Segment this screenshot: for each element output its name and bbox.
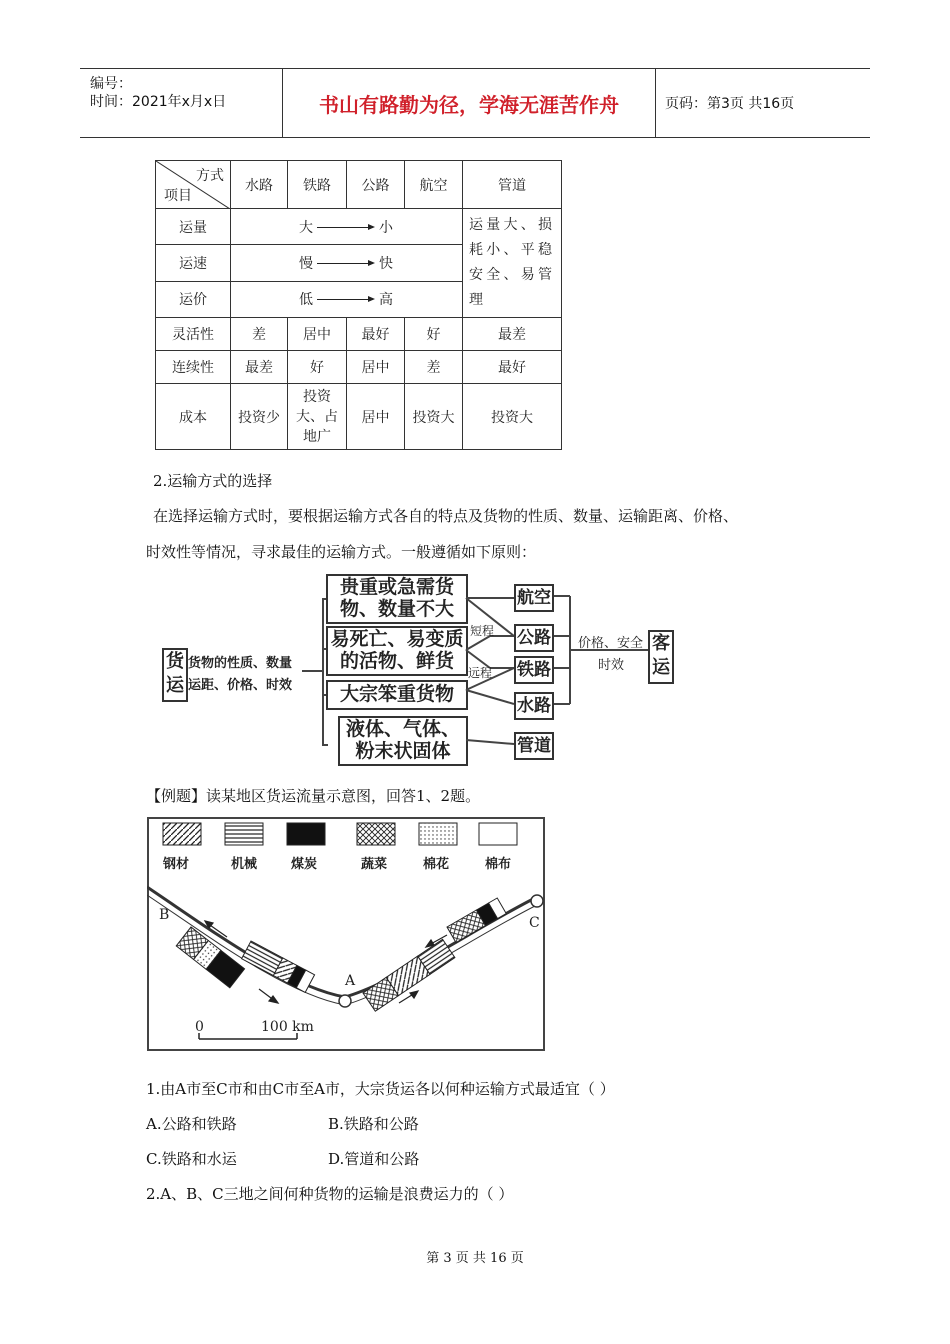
volume-from: 大 — [299, 219, 313, 236]
goods-box-bulk: 大宗笨重货物 — [326, 680, 468, 710]
freight-flow-map — [147, 817, 545, 1051]
goods-perishable-line-1: 易死亡、易变质 — [330, 628, 464, 650]
price-trend-cell — [231, 281, 463, 317]
section-title: 2.运输方式的选择 — [153, 472, 273, 490]
flex-water: 差 — [231, 318, 288, 351]
mode-box-road: 公路 — [514, 624, 554, 652]
column-header-road: 公路 — [347, 161, 405, 209]
flex-road: 最好 — [347, 318, 405, 351]
flex-air: 好 — [405, 318, 463, 351]
page-header — [80, 68, 870, 138]
mode-box-pipeline: 管道 — [514, 732, 554, 760]
volume-arrow — [317, 227, 373, 228]
scale-zero: 0 — [195, 1019, 204, 1035]
cost-road: 居中 — [347, 384, 405, 450]
q1-option-d: D.管道和公路 — [328, 1150, 420, 1168]
speed-to: 快 — [379, 255, 393, 272]
row-label-cost: 成本 — [156, 384, 231, 450]
row-label-price: 运价 — [156, 281, 231, 317]
section-paragraph-line-2: 时效性等情况，寻求最佳的运输方式。一般遵循如下原则： — [146, 543, 537, 561]
city-c-marker — [531, 895, 543, 907]
legend-swatch-cotton — [419, 823, 457, 845]
passenger-box: 客运 — [648, 630, 674, 684]
legend-swatch-vegetables — [357, 823, 395, 845]
flow-b-to-a — [176, 927, 244, 988]
legend-swatch-coal — [287, 823, 325, 845]
cont-water: 最差 — [231, 351, 288, 384]
row-label-flexibility: 灵活性 — [156, 318, 231, 351]
city-b-label: B — [159, 907, 170, 923]
flex-pipeline: 最差 — [463, 318, 562, 351]
header-page-number: 页码：第3页 共16页 — [665, 96, 795, 112]
freight-factors-line-2: 运距、价格、时效 — [188, 678, 293, 693]
short-distance-label: 短程 — [470, 624, 495, 638]
speed-arrow — [317, 263, 373, 264]
q1-option-c: C.铁路和水运 — [146, 1150, 237, 1168]
cont-rail: 好 — [288, 351, 347, 384]
flex-rail: 居中 — [288, 318, 347, 351]
q1-option-a: A.公路和铁路 — [146, 1115, 237, 1133]
volume-to: 小 — [379, 219, 393, 236]
section-paragraph-line-1: 在选择运输方式时，要根据运输方式各自的特点及货物的性质、数量、运输距离、价格、 — [153, 507, 739, 525]
corner-bottom-label: 项目 — [164, 188, 192, 204]
legend-label-machinery: 机械 — [231, 857, 258, 872]
mode-box-water: 水路 — [514, 692, 554, 720]
pipeline-note: 运量大、损耗小、平稳安全、易管理 — [463, 209, 562, 318]
column-header-water: 水路 — [231, 161, 288, 209]
flow-a-to-b — [242, 941, 315, 992]
city-c-label: C — [529, 915, 540, 931]
row-label-continuity: 连续性 — [156, 351, 231, 384]
document-time: 时间：2021年x月x日 — [90, 94, 227, 110]
transport-comparison-table — [155, 160, 562, 450]
legend-swatch-steel — [163, 823, 201, 845]
cont-air: 差 — [405, 351, 463, 384]
legend-label-vegetables: 蔬菜 — [361, 857, 388, 872]
corner-top-label: 方式 — [196, 168, 224, 184]
mode-box-rail: 铁路 — [514, 656, 554, 684]
cost-rail: 投资大、占地广 — [288, 384, 347, 450]
header-motto: 书山有路勤为径，学海无涯苦作舟 — [283, 69, 656, 137]
volume-trend-cell — [231, 209, 463, 245]
column-header-pipeline: 管道 — [463, 161, 562, 209]
freight-box: 货运 — [162, 648, 188, 702]
freight-factors-line-1: 货物的性质、数量 — [188, 656, 293, 671]
legend-label-steel: 钢材 — [163, 857, 190, 872]
cost-pipeline: 投资大 — [463, 384, 562, 450]
long-distance-label: 远程 — [468, 666, 493, 680]
question-2: 2.A、B、C三地之间何种货物的运输是浪费运力的（ ） — [146, 1185, 514, 1203]
row-label-speed: 运速 — [156, 245, 231, 281]
cost-water: 投资少 — [231, 384, 288, 450]
column-header-rail: 铁路 — [288, 161, 347, 209]
table-corner-cell — [156, 161, 231, 209]
speed-from: 慢 — [299, 255, 313, 272]
goods-fluid-line-2: 粉末状固体 — [355, 740, 451, 762]
question-1: 1.由A市至C市和由C市至A市，大宗货运各以何种运输方式最适宜（ ） — [146, 1080, 615, 1098]
q1-option-b: B.铁路和公路 — [328, 1115, 419, 1133]
flow-a-to-c — [363, 939, 455, 1011]
price-from: 低 — [299, 292, 313, 309]
cont-pipeline: 最好 — [463, 351, 562, 384]
passenger-factors-line-2: 时效 — [598, 658, 625, 673]
cost-air: 投资大 — [405, 384, 463, 450]
speed-trend-cell — [231, 245, 463, 281]
scale-100km: 100 km — [261, 1019, 314, 1035]
legend-swatch-cloth — [479, 823, 517, 845]
price-to: 高 — [379, 292, 393, 309]
goods-valuable-line-2: 物、数量不大 — [339, 598, 454, 620]
city-a-marker — [339, 995, 351, 1007]
header-info-cell — [80, 69, 283, 137]
column-header-air: 航空 — [405, 161, 463, 209]
passenger-factors-line-1: 价格、安全 — [578, 636, 644, 651]
page-footer: 第 3 页 共 16 页 — [426, 1251, 524, 1266]
legend-label-cotton: 棉花 — [423, 857, 450, 872]
city-a-label: A — [345, 973, 356, 989]
goods-perishable-line-2: 的活物、鲜货 — [339, 650, 454, 672]
document-number: 编号： — [90, 76, 132, 92]
price-arrow — [317, 299, 373, 300]
goods-valuable-line-1: 贵重或急需货 — [339, 576, 454, 598]
flow-c-to-a — [447, 898, 506, 943]
mode-box-air: 航空 — [514, 584, 554, 612]
legend-swatch-machinery — [225, 823, 263, 845]
legend-label-cloth: 棉布 — [485, 857, 512, 872]
cont-road: 居中 — [347, 351, 405, 384]
transport-selection-diagram — [150, 570, 690, 770]
row-label-volume: 运量 — [156, 209, 231, 245]
goods-fluid-line-1: 液体、气体、 — [345, 718, 460, 740]
example-intro: 【例题】读某地区货运流量示意图，回答1、2题。 — [146, 787, 481, 805]
legend-label-coal: 煤炭 — [291, 857, 318, 872]
